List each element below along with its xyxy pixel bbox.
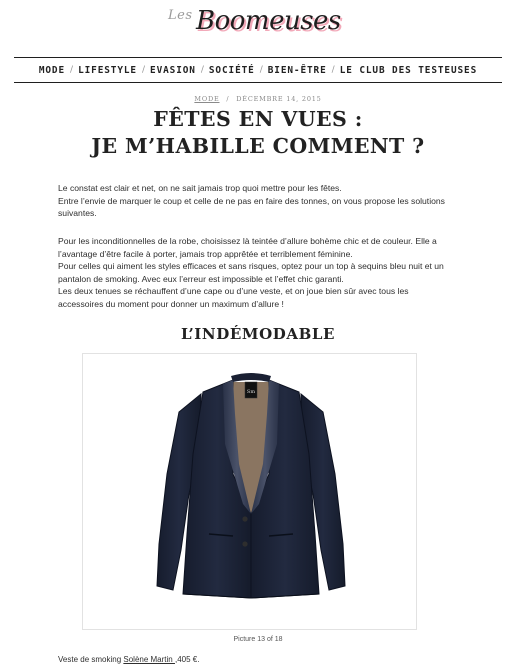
product-credit xyxy=(58,655,199,664)
nav-separator: / xyxy=(141,65,146,75)
meta-separator: / xyxy=(226,95,230,103)
nav-item-lifestyle[interactable]: LIFESTYLE xyxy=(78,64,137,76)
nav-item-bien-etre[interactable]: BIEN-ÊTRE xyxy=(267,64,327,76)
site-logo[interactable] xyxy=(0,6,516,46)
paragraph-line: Pour celles qui aiment les styles efficaces et sans risques, optez pour un top à sequins bleu nuit et un xyxy=(58,261,444,272)
nav-item-societe[interactable]: SOCIÉTÉ xyxy=(208,64,255,76)
brand-link[interactable]: Solène Martin xyxy=(123,655,175,664)
paragraph-line: accessoires du moment pour donner un maximum d’allure ! xyxy=(58,298,284,309)
credit-price: ,405 €. xyxy=(174,655,200,664)
nav-item-evasion[interactable]: EVASION xyxy=(150,64,196,76)
article-title-line-2: JE M’HABILLE COMMENT ? xyxy=(91,134,425,158)
gallery-image-frame[interactable] xyxy=(82,353,417,630)
nav-item-club-testeuses[interactable]: LE CLUB DES TESTEUSES xyxy=(339,64,478,76)
article-paragraph-intro xyxy=(58,182,478,220)
article-date: DÉCEMBRE 14, 2015 xyxy=(236,95,322,103)
nav-item-mode[interactable]: MODE xyxy=(38,64,66,76)
article-category-link[interactable]: MODE xyxy=(194,95,220,103)
paragraph-line: l’avantage d’être facile à porter, jamais trop apprêtée et terriblement féminine. xyxy=(58,248,353,259)
nav-separator: / xyxy=(259,65,263,75)
label-text: Sm xyxy=(246,389,256,395)
article-title xyxy=(0,106,516,160)
article-meta xyxy=(0,95,516,103)
paragraph-line: Les deux tenues se réchauffent d’une cape ou d’une veste, et on joue bien sûr avec tous les xyxy=(58,286,409,297)
article-paragraph-solutions xyxy=(58,235,478,311)
logo-prefix: Les xyxy=(168,8,193,23)
credit-prefix: Veste de smoking xyxy=(58,655,124,664)
main-nav xyxy=(14,57,502,83)
paragraph-line: Le constat est clair et net, on ne sait jamais trop quoi mettre pour les fêtes. xyxy=(58,183,342,193)
nav-separator: / xyxy=(70,65,74,75)
nav-separator: / xyxy=(200,65,204,75)
nav-separator: / xyxy=(331,65,335,75)
logo-name: Boomeuses xyxy=(196,6,341,36)
gallery-caption: Picture 13 of 18 xyxy=(233,636,283,643)
paragraph-line: pantalon de smoking. Avec eux l’erreur est impossible et l’effet chic garanti. xyxy=(58,273,344,284)
article-title-line-1: FÊTES EN VUES : xyxy=(153,107,363,131)
jacket-image xyxy=(83,354,418,631)
section-title: L’INDÉMODABLE xyxy=(180,325,336,343)
paragraph-line: Entre l’envie de marquer le coup et celle de ne pas en faire des tonnes, on vous propose les solutions xyxy=(58,195,445,206)
paragraph-line: Pour les inconditionnelles de la robe, choisissez là teintée d’allure bohème chic et de couleur. Elle a xyxy=(58,236,437,246)
paragraph-line: suivantes. xyxy=(58,208,97,219)
